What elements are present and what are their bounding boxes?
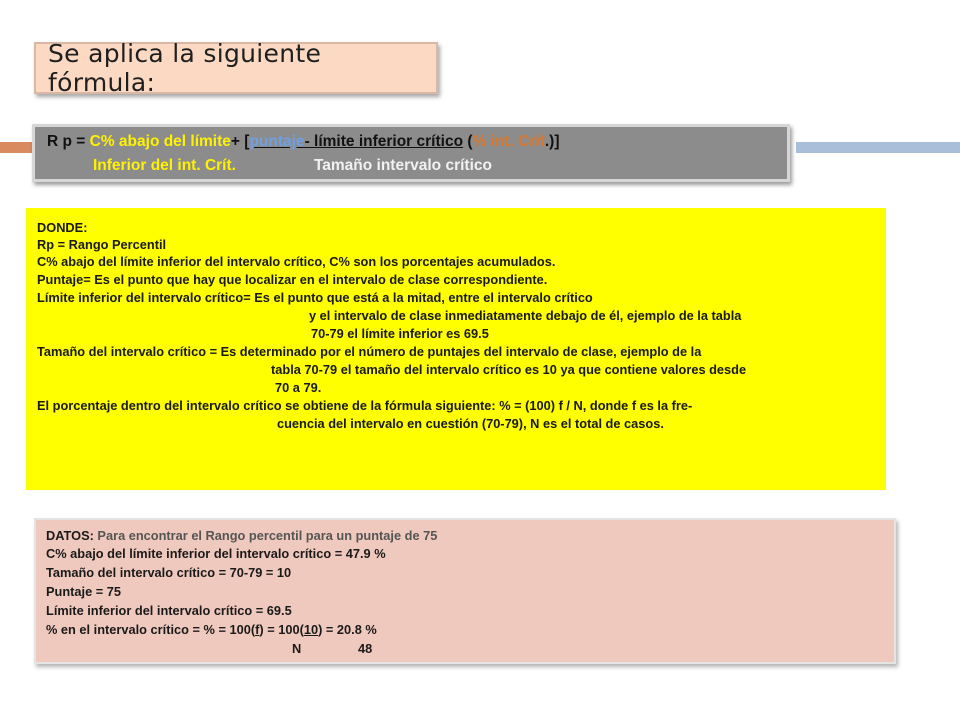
definition-line: 70 a 79. [275, 380, 322, 395]
pct-denominator-n: N [292, 641, 302, 656]
formula-close: .)] [544, 133, 560, 150]
definitions-box [26, 208, 886, 490]
decorative-rule-orange [0, 142, 32, 153]
formula-puntaje: puntaje [249, 133, 305, 150]
formula-inferior: Inferior del int. Crít. [93, 157, 236, 174]
pct-prefix: % en el intervalo crítico = % = 100( [46, 622, 256, 637]
formula-c-pct: C% abajo del límite [89, 133, 231, 150]
formula-minus-limit: - límite inferior crítico [304, 133, 464, 150]
definition-line: Tamaño del intervalo crítico = Es determinado por el número de puntajes del intervalo de clase, ejemplo de la [37, 344, 702, 359]
pct-mid: ) = 100( [259, 622, 304, 637]
pct-f: f [255, 622, 260, 637]
formula-line-2 [93, 157, 492, 175]
formula-tamano: Tamaño intervalo crítico [313, 157, 492, 174]
definition-line: cuencia del intervalo en cuestión (70-79), N es el total de casos. [277, 416, 664, 431]
pct-suffix: ) = 20.8 % [318, 622, 377, 637]
definitions-heading: DONDE: [37, 220, 88, 235]
data-heading [46, 527, 437, 545]
data-heading-label: DATOS: [46, 528, 94, 543]
definition-line: tabla 70-79 el tamaño del intervalo crítico es 10 ya que contiene valores desde [271, 362, 747, 377]
data-line: Tamaño del intervalo crítico = 70-79 = 10 [46, 565, 292, 580]
definition-line: Límite inferior del intervalo crítico= Es el punto que está a la mitad, entre el intervalo crítico [37, 290, 593, 305]
definition-line: y el intervalo de clase inmediatamente debajo de él, ejemplo de la tabla [309, 308, 742, 323]
data-pct-line [46, 621, 377, 639]
data-line: C% abajo del límite inferior del intervalo crítico = 47.9 % [46, 546, 386, 561]
formula-line-1 [47, 133, 560, 151]
data-line: Límite inferior del intervalo crítico = 69.5 [46, 603, 292, 618]
formula-box [32, 124, 790, 182]
data-line: Puntaje = 75 [46, 584, 122, 599]
formula-open-paren: ( [463, 133, 473, 150]
pct-ten: 10 [303, 622, 319, 637]
formula-rp: R p = [47, 133, 90, 150]
decorative-rule-blue [796, 142, 960, 153]
data-box [34, 518, 896, 664]
formula-plus-bracket: + [ [230, 133, 250, 150]
title-box [34, 39, 438, 97]
definition-line: El porcentaje dentro del intervalo crítico se obtiene de la fórmula siguiente: % = (100) f / N, donde f es la fre- [37, 398, 693, 413]
definition-line: Rp = Rango Percentil [37, 237, 167, 252]
data-heading-text: Para encontrar el Rango percentil para un puntaje de 75 [93, 528, 438, 543]
definition-line: Puntaje= Es el punto que hay que localizar en el intervalo de clase correspondiente. [37, 272, 548, 287]
definition-line: 70-79 el límite inferior es 69.5 [311, 326, 489, 341]
formula-pct-int: % int. Crít [472, 133, 545, 150]
definition-line: C% abajo del límite inferior del intervalo crítico, C% son los porcentajes acumulados. [37, 254, 556, 269]
pct-denominator-48: 48 [358, 641, 373, 656]
page-title: Se aplica la siguiente fórmula: [48, 39, 322, 97]
